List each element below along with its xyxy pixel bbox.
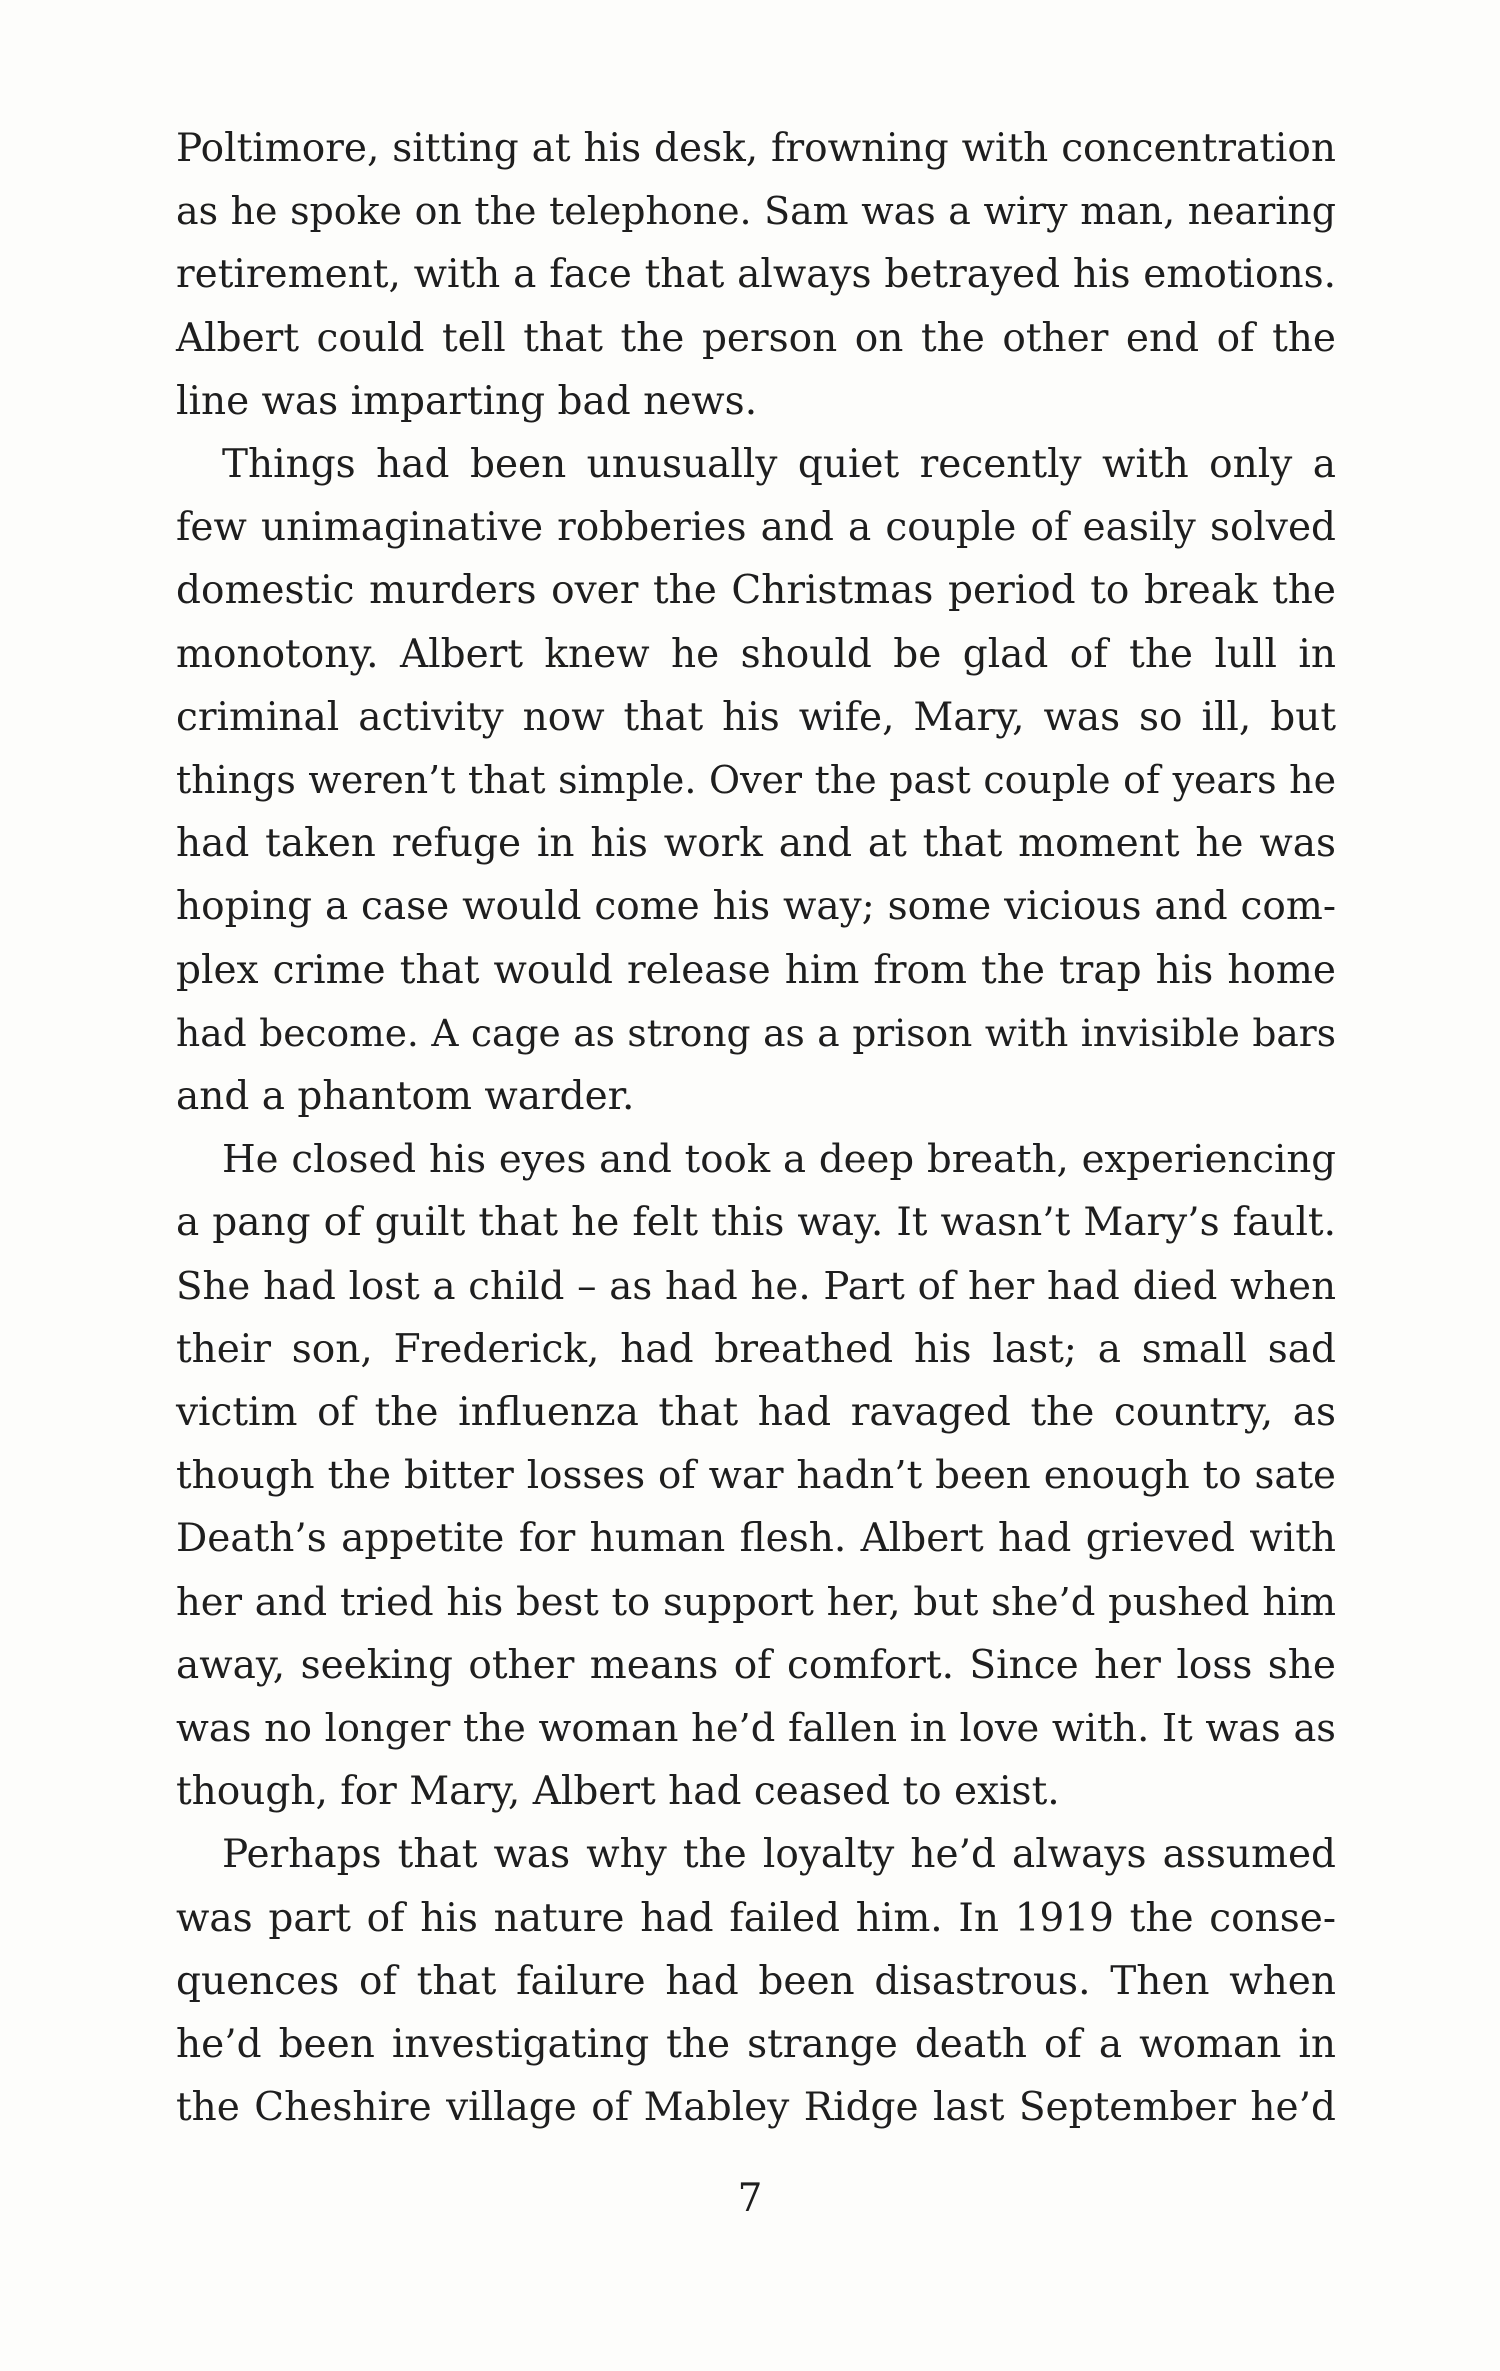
text-line: He closed his eyes and took a deep breath, experiencing: [222, 1137, 1336, 1183]
text-line: things weren’t that simple. Over the past couple of years he: [176, 758, 1336, 803]
text-line: retirement, with a face that always betrayed his emotions.: [176, 252, 1336, 298]
text-line: Things had been unusually quiet recently with only a: [222, 442, 1336, 488]
text-line: line was imparting bad news.: [176, 378, 758, 424]
text-line: was no longer the woman he’d fallen in love with. It was as: [176, 1706, 1336, 1752]
text-line: victim of the influenza that had ravaged the country, as: [176, 1390, 1336, 1436]
page-number: 7: [737, 2176, 763, 2221]
text-line: She had lost a child – as had he. Part of her had died when: [176, 1263, 1336, 1309]
text-line: Death’s appetite for human flesh. Albert had grieved with: [176, 1516, 1336, 1562]
paragraph: [176, 433, 1336, 1128]
text-line: monotony. Albert knew he should be glad of the lull in: [176, 631, 1336, 677]
paragraph: [176, 1128, 1336, 1823]
text-line: their son, Frederick, had breathed his last; a small sad: [176, 1326, 1336, 1372]
text-line: had become. A cage as strong as a prison with invisible bars: [176, 1010, 1336, 1055]
paragraph: [176, 1823, 1336, 2139]
text-line: Poltimore, sitting at his desk, frowning with concentration: [176, 126, 1336, 171]
text-line: he’d been investigating the strange death of a woman in: [176, 2022, 1336, 2068]
text-line: domestic murders over the Christmas period to break the: [176, 568, 1336, 614]
text-line: though, for Mary, Albert had ceased to exist.: [176, 1769, 1060, 1815]
text-line: few unimaginative robberies and a couple of easily solved: [176, 505, 1336, 551]
text-line: Albert could tell that the person on the other end of the: [176, 315, 1336, 361]
text-line: though the bitter losses of war hadn’t been enough to sate: [176, 1453, 1336, 1499]
text-line: quences of that failure had been disastrous. Then when: [176, 1958, 1336, 2004]
text-line: a pang of guilt that he felt this way. It wasn’t Mary’s fault.: [176, 1200, 1336, 1246]
text-line: was part of his nature had failed him. In 1919 the conse-: [176, 1895, 1336, 1941]
text-line: as he spoke on the telephone. Sam was a wiry man, nearing: [176, 189, 1336, 234]
text-line: plex crime that would release him from the trap his home: [176, 947, 1336, 993]
text-line: had taken refuge in his work and at that moment he was: [176, 821, 1336, 867]
text-line: away, seeking other means of comfort. Since her loss she: [176, 1642, 1336, 1688]
text-line: her and tried his best to support her, but she’d pushed him: [176, 1579, 1336, 1625]
paragraph: [176, 117, 1336, 433]
text-line: the Cheshire village of Mabley Ridge last September he’d: [176, 2085, 1336, 2131]
text-line: criminal activity now that his wife, Mary, was so ill, but: [176, 694, 1336, 740]
text-line: Perhaps that was why the loyalty he’d always assumed: [222, 1832, 1336, 1878]
body-text: [176, 117, 1336, 2140]
text-line: and a phantom warder.: [176, 1074, 635, 1120]
text-line: hoping a case would come his way; some vicious and com-: [176, 884, 1336, 930]
